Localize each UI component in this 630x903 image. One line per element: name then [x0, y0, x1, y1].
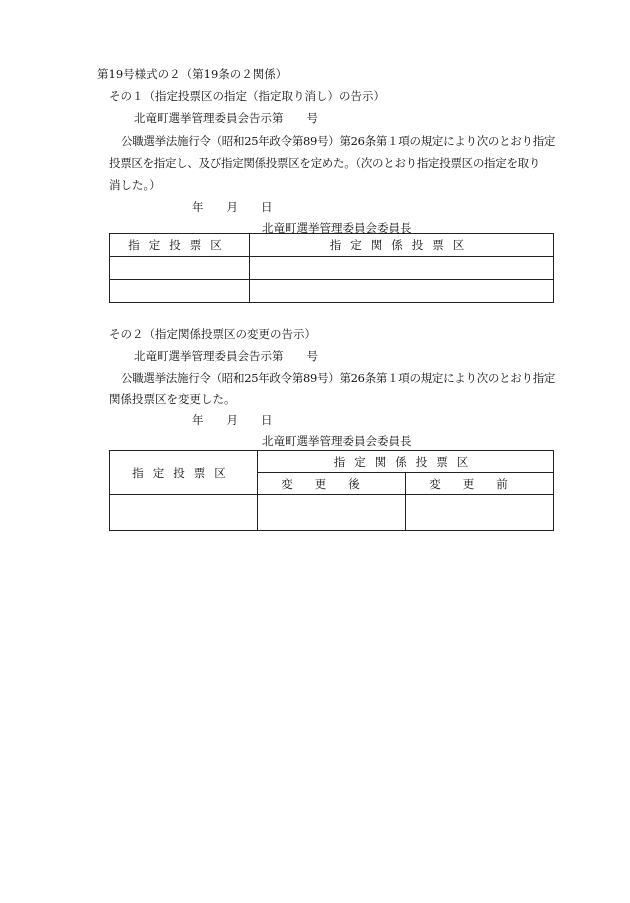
section2-heading: その２（指定関係投票区の変更の告示） — [109, 327, 316, 341]
section1-heading: その１（指定投票区の指定（指定取り消し）の告示） — [109, 89, 385, 103]
section1-body-line-2: 投票区を指定し、及び指定関係投票区を定めた。（次のとおり指定投票区の指定を取り — [109, 156, 541, 170]
table-row — [110, 280, 554, 303]
table-cell — [110, 280, 250, 303]
table-header-row — [110, 234, 554, 257]
section2-body-line-1: 公職選挙法施行令（昭和25年政令第89号）第26条第１項の規定により次のとおり指定 — [121, 371, 556, 385]
section1-signatory: 北竜町選挙管理委員会委員長 — [262, 221, 412, 235]
table-row — [110, 495, 554, 531]
table-cell — [406, 495, 554, 531]
table-cell — [250, 257, 554, 280]
table-cell — [110, 257, 250, 280]
section2-table — [109, 450, 554, 531]
section2-body-line-2: 関係投票区を変更した。 — [109, 392, 236, 406]
section1-table — [109, 233, 554, 303]
header-related-district: 指定関係投票区 — [250, 234, 554, 257]
table-cell — [250, 280, 554, 303]
section2-signatory: 北竜町選挙管理委員会委員長 — [262, 434, 412, 448]
section1-date: 年 月 日 — [192, 200, 273, 214]
section1-body-line-3: 消した。） — [109, 178, 161, 192]
table-row — [110, 257, 554, 280]
header-before-change: 変更前 — [406, 473, 554, 495]
table-header-row — [110, 451, 554, 473]
section1-notice-number: 北竜町選挙管理委員会告示第 号 — [134, 111, 318, 125]
section1-body-line-1: 公職選挙法施行令（昭和25年政令第89号）第26条第１項の規定により次のとおり指定 — [121, 134, 556, 148]
header-designated-district: 指定投票区 — [110, 234, 250, 257]
header-after-change: 変更後 — [258, 473, 406, 495]
section2-date: 年 月 日 — [192, 413, 273, 427]
header-related-district: 指定関係投票区 — [258, 451, 554, 473]
table-cell — [110, 495, 258, 531]
table-cell — [258, 495, 406, 531]
section2-notice-number: 北竜町選挙管理委員会告示第 号 — [134, 349, 318, 363]
form-title: 第19号様式の２（第19条の２関係） — [97, 67, 288, 81]
header-designated-district: 指定投票区 — [110, 451, 258, 495]
